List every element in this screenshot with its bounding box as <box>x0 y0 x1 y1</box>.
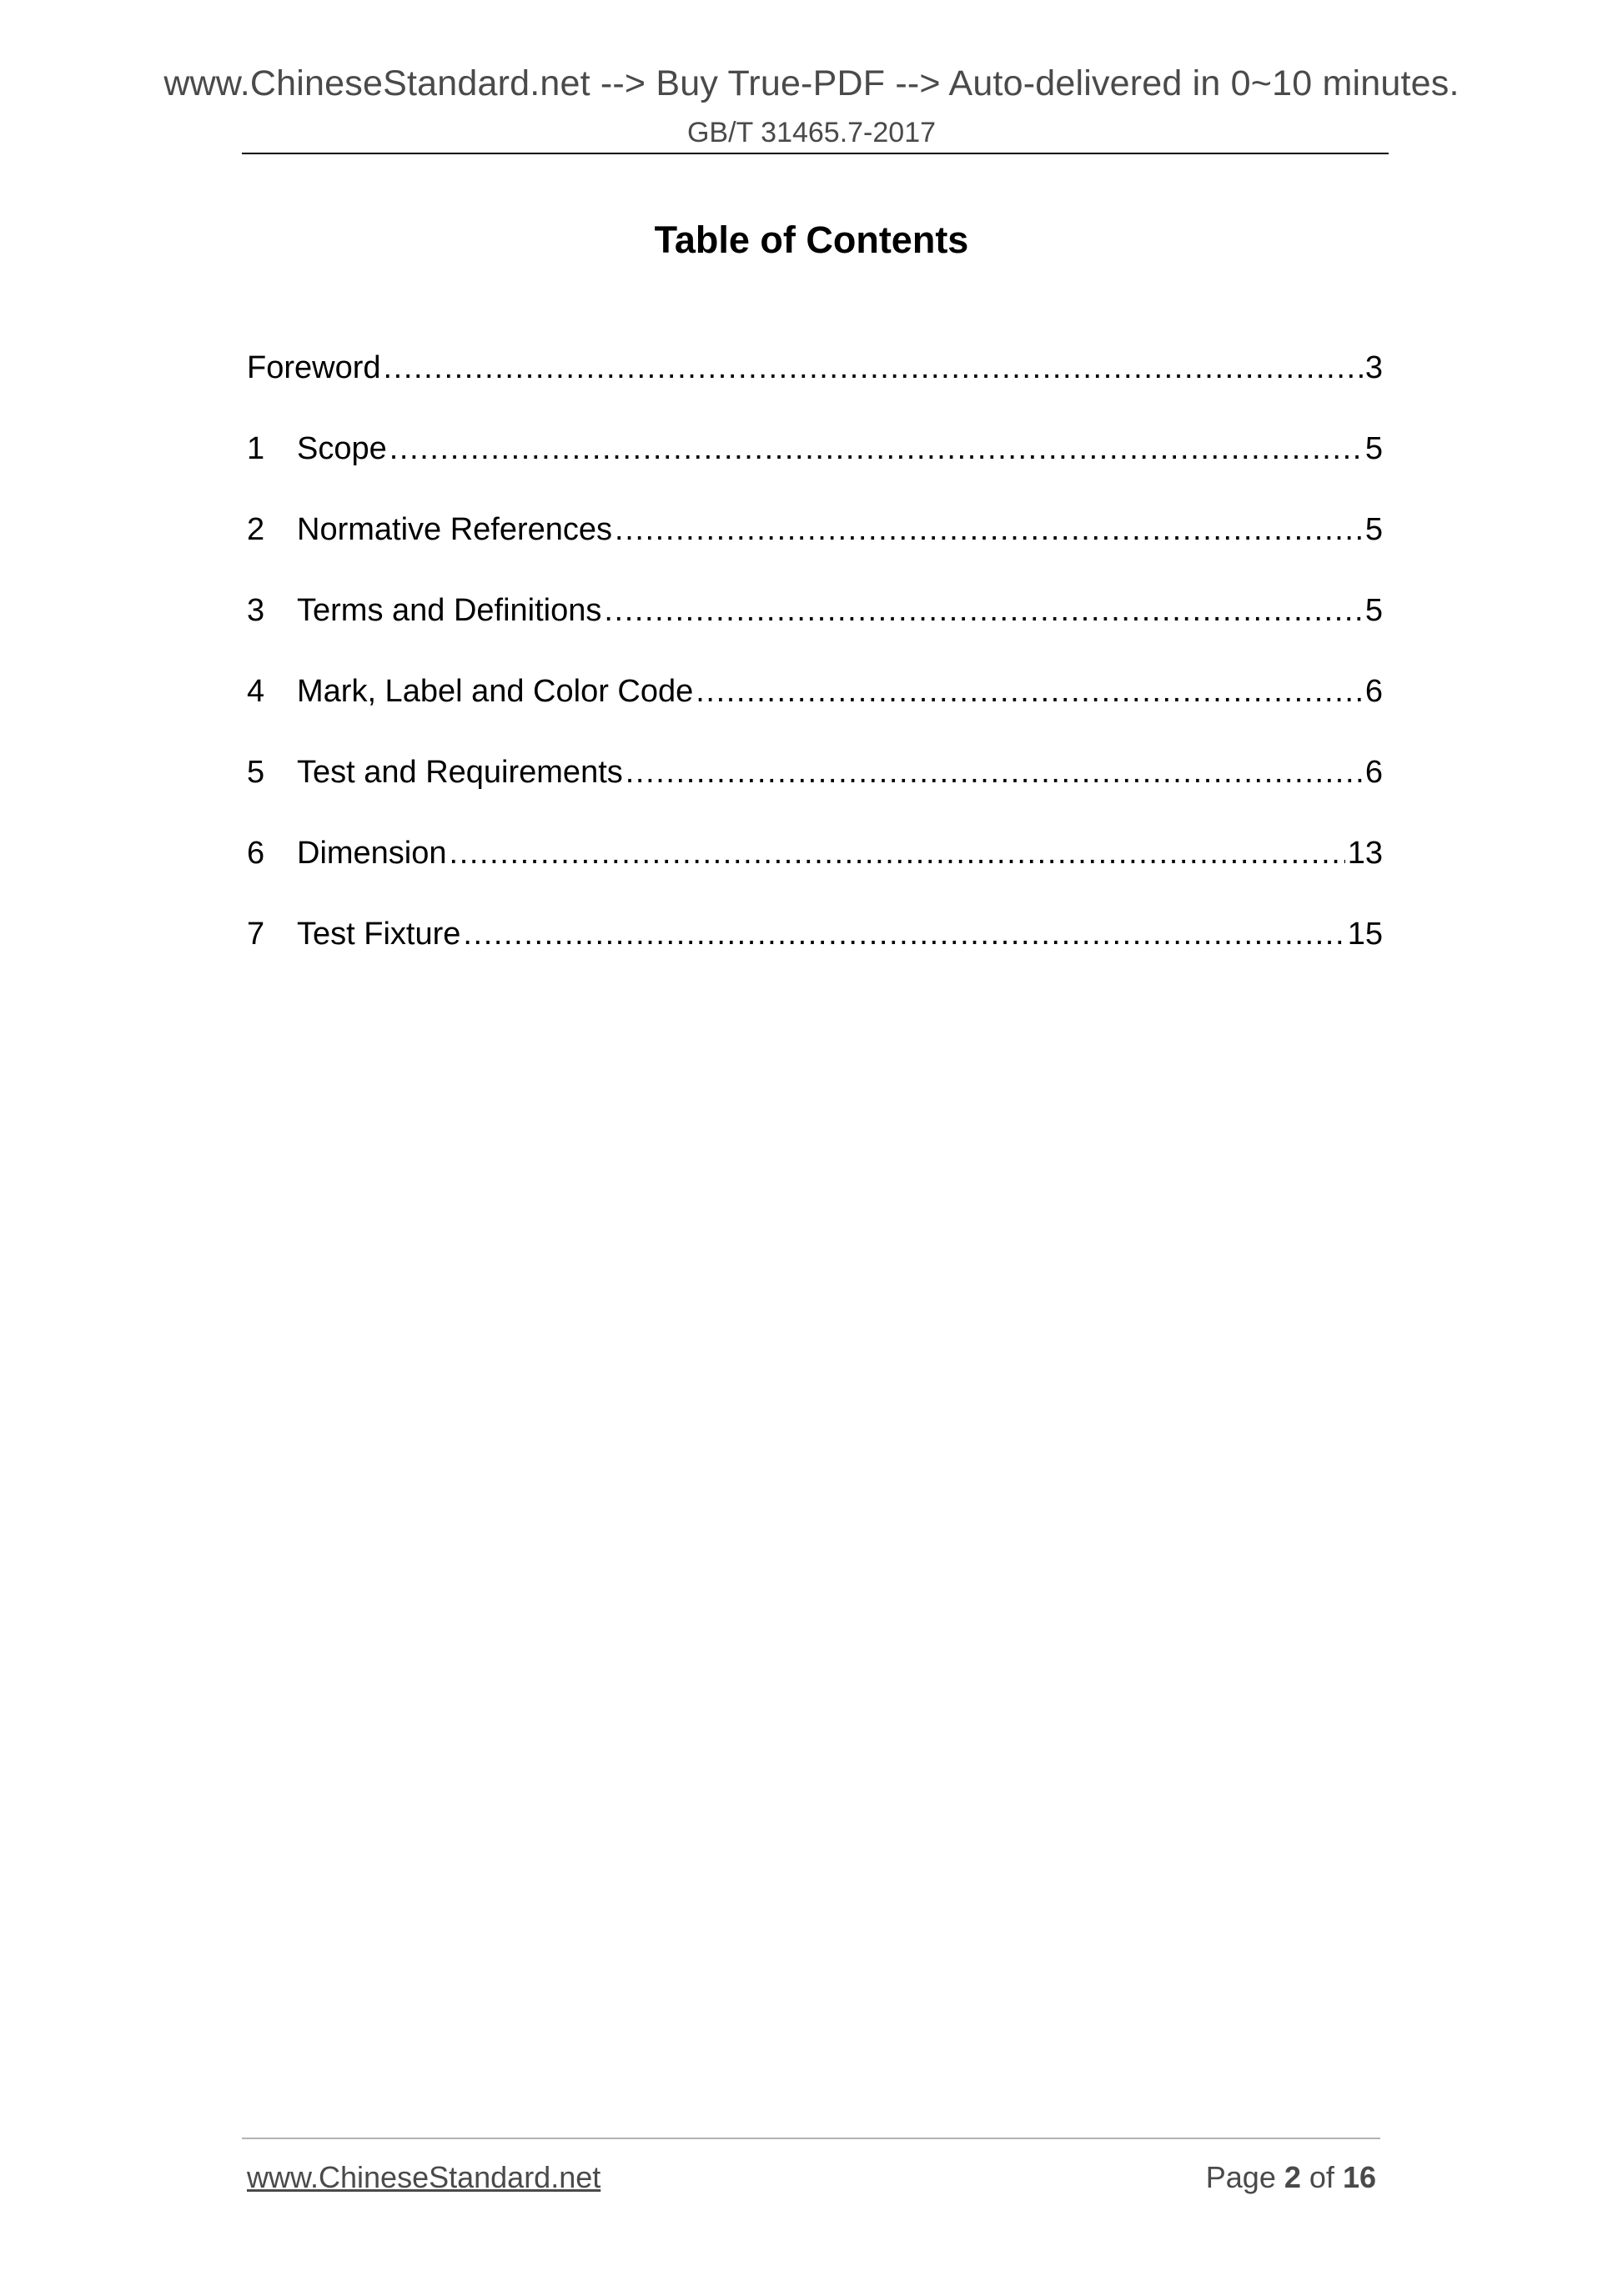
total-pages: 16 <box>1342 2160 1376 2194</box>
toc-entry-page[interactable]: 15 <box>1347 917 1383 952</box>
toc-entry-number: 1 <box>247 431 265 466</box>
toc-entry-test-and-requirements[interactable] <box>247 755 1383 836</box>
toc-dot-leader <box>450 836 1345 872</box>
toc-entry-number: 4 <box>247 674 265 709</box>
toc-entry-label[interactable]: Normative References <box>297 512 613 547</box>
toc-entry-number: 2 <box>247 512 265 547</box>
toc-entry-label[interactable]: Test and Requirements <box>297 755 623 790</box>
toc-entry-label[interactable]: Scope <box>297 431 387 466</box>
standard-code: GB/T 31465.7-2017 <box>686 117 937 148</box>
toc-entry-foreword[interactable] <box>247 350 1383 431</box>
toc-entry-label[interactable]: Terms and Definitions <box>297 593 602 628</box>
toc-entry-dimension[interactable] <box>247 836 1383 917</box>
page-title: Table of Contents <box>654 219 969 261</box>
toc-entry-page[interactable]: 6 <box>1364 674 1383 709</box>
table-of-contents <box>247 350 1383 997</box>
toc-entry-number: 7 <box>247 917 265 952</box>
toc-dot-leader <box>615 512 1363 548</box>
current-page: 2 <box>1284 2160 1301 2194</box>
toc-entry-page[interactable]: 5 <box>1364 512 1383 547</box>
toc-dot-leader <box>696 674 1363 710</box>
toc-dot-leader <box>389 431 1363 467</box>
toc-entry-number: 6 <box>247 836 265 871</box>
toc-dot-leader <box>384 350 1363 386</box>
toc-entry-page[interactable]: 6 <box>1364 755 1383 790</box>
toc-dot-leader <box>604 593 1362 629</box>
toc-entry-page[interactable]: 13 <box>1347 836 1383 871</box>
page-of: of <box>1309 2160 1334 2194</box>
toc-entry-test-fixture[interactable] <box>247 917 1383 997</box>
toc-entry-page[interactable]: 3 <box>1364 350 1383 385</box>
toc-entry-label[interactable]: Test Fixture <box>297 917 461 952</box>
toc-entry-page[interactable]: 5 <box>1364 593 1383 628</box>
header-divider <box>242 153 1389 154</box>
toc-entry-mark-label-color-code[interactable] <box>247 674 1383 755</box>
footer-divider <box>242 2138 1380 2139</box>
toc-entry-label[interactable]: Mark, Label and Color Code <box>297 674 694 709</box>
toc-entry-label[interactable]: Foreword <box>247 350 381 385</box>
toc-entry-scope[interactable] <box>247 431 1383 512</box>
toc-entry-number: 3 <box>247 593 265 628</box>
toc-entry-number: 5 <box>247 755 265 790</box>
toc-entry-normative-references[interactable] <box>247 512 1383 593</box>
page-prefix: Page <box>1205 2160 1276 2194</box>
header-banner: www.ChineseStandard.net --> Buy True-PDF --> Auto-delivered in 0~10 minutes. <box>163 63 1460 103</box>
footer-site-link[interactable]: www.ChineseStandard.net <box>247 2160 601 2194</box>
toc-entry-label[interactable]: Dimension <box>297 836 447 871</box>
toc-dot-leader <box>626 755 1363 791</box>
page-number <box>1206 2160 1376 2195</box>
toc-entry-page[interactable]: 5 <box>1364 431 1383 466</box>
toc-dot-leader <box>463 917 1344 952</box>
toc-entry-terms-and-definitions[interactable] <box>247 593 1383 674</box>
